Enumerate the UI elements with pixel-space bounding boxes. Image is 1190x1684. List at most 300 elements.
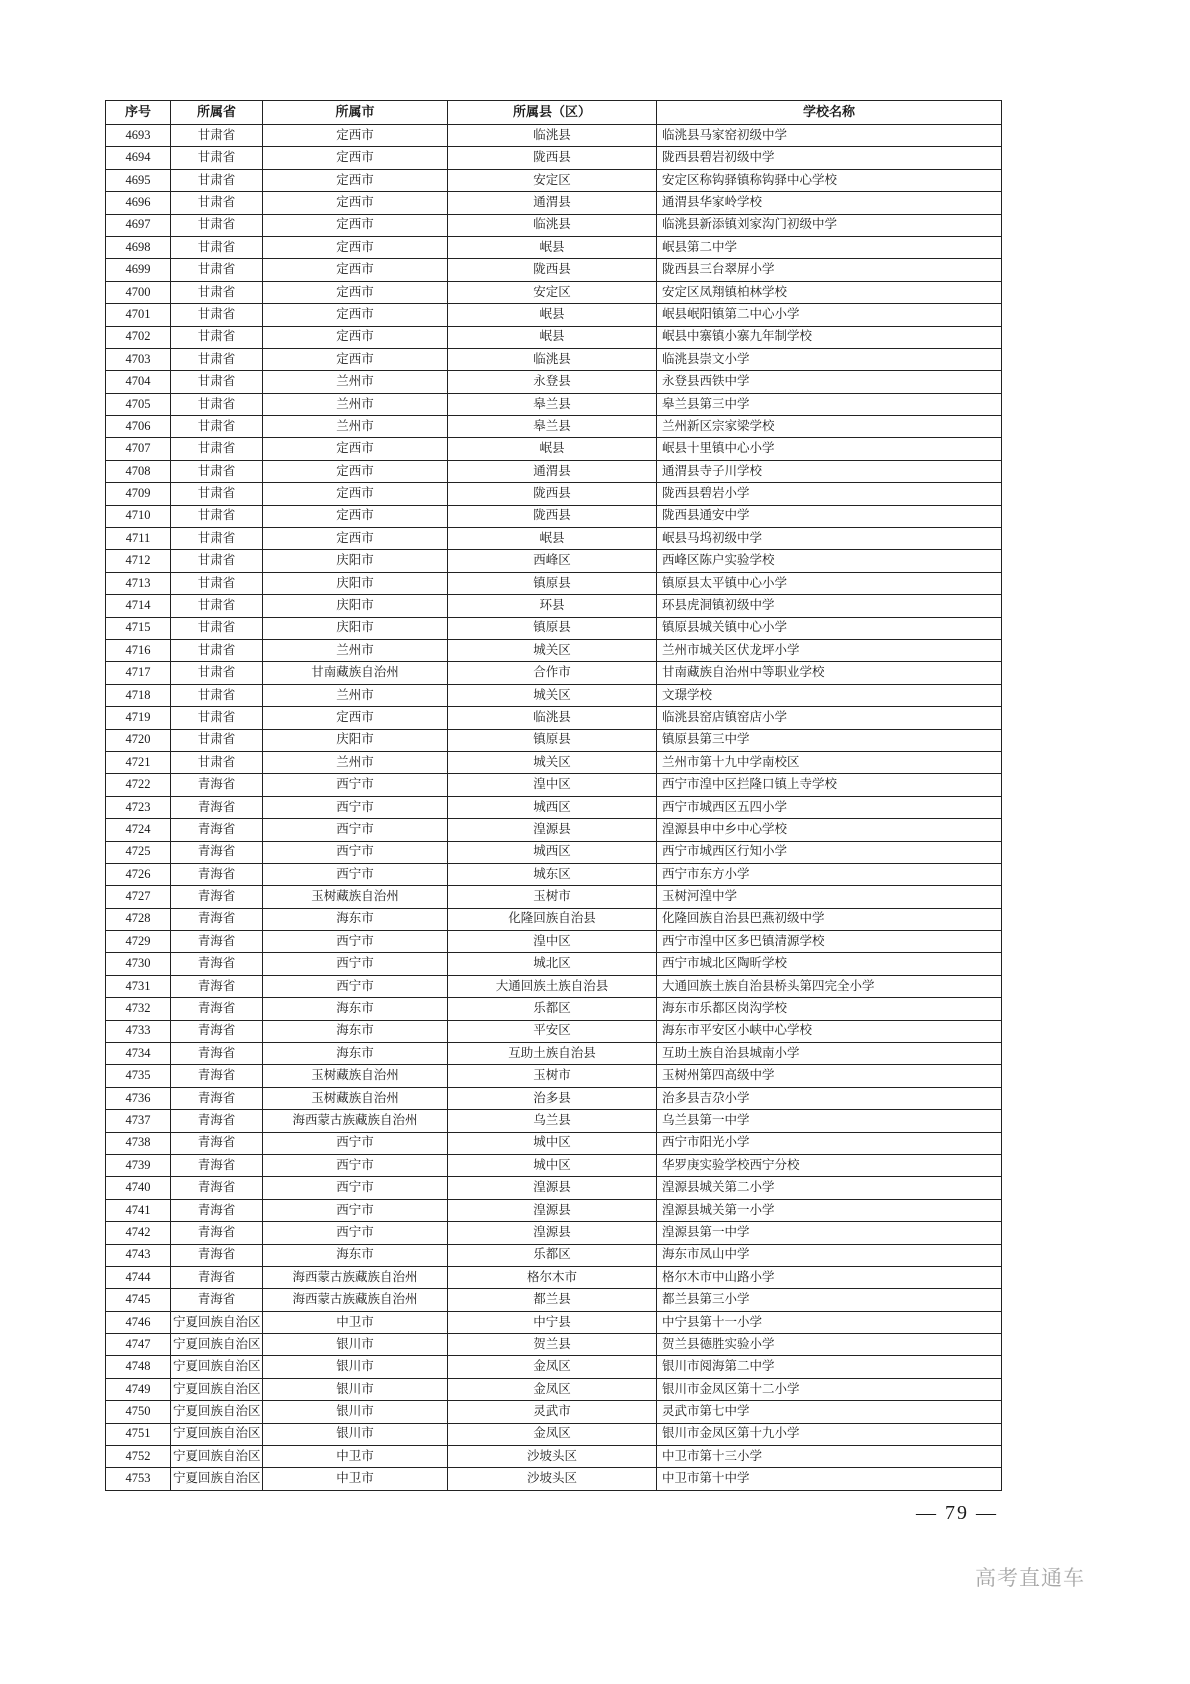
province-cell: 宁夏回族自治区	[171, 1446, 263, 1468]
county-cell: 临洮县	[448, 125, 657, 147]
table-row	[106, 1334, 1002, 1356]
school-name-cell: 文璟学校	[657, 684, 1002, 706]
province-cell: 甘肃省	[171, 662, 263, 684]
city-cell: 西宁市	[263, 796, 448, 818]
city-cell: 庆阳市	[263, 617, 448, 639]
serial-cell: 4709	[106, 483, 171, 505]
school-name-cell: 安定区称钩驿镇称钩驿中心学校	[657, 169, 1002, 191]
city-cell: 西宁市	[263, 841, 448, 863]
serial-cell: 4733	[106, 1020, 171, 1042]
city-cell: 玉树藏族自治州	[263, 1065, 448, 1087]
school-name-cell: 临洮县马家窑初级中学	[657, 125, 1002, 147]
city-cell: 海西蒙古族藏族自治州	[263, 1266, 448, 1288]
serial-cell: 4695	[106, 169, 171, 191]
school-name-cell: 岷县岷阳镇第二中心小学	[657, 304, 1002, 326]
serial-cell: 4698	[106, 236, 171, 258]
serial-cell: 4720	[106, 729, 171, 751]
table-row	[106, 1222, 1002, 1244]
city-cell: 海西蒙古族藏族自治州	[263, 1110, 448, 1132]
school-name-cell: 西宁市城北区陶昕学校	[657, 953, 1002, 975]
table-header-row	[106, 101, 1002, 125]
school-name-cell: 银川市阅海第二中学	[657, 1356, 1002, 1378]
county-cell: 中宁县	[448, 1311, 657, 1333]
county-cell: 合作市	[448, 662, 657, 684]
serial-cell: 4712	[106, 550, 171, 572]
school-name-cell: 镇原县第三中学	[657, 729, 1002, 751]
city-cell: 定西市	[263, 707, 448, 729]
table-row	[106, 751, 1002, 773]
table-row	[106, 460, 1002, 482]
school-name-cell: 治多县吉尕小学	[657, 1087, 1002, 1109]
city-cell: 定西市	[263, 259, 448, 281]
school-name-cell: 陇西县碧岩初级中学	[657, 147, 1002, 169]
province-cell: 青海省	[171, 819, 263, 841]
serial-cell: 4697	[106, 214, 171, 236]
table-row	[106, 975, 1002, 997]
school-name-cell: 陇西县通安中学	[657, 505, 1002, 527]
province-cell: 甘肃省	[171, 393, 263, 415]
table-row	[106, 1289, 1002, 1311]
county-cell: 通渭县	[448, 460, 657, 482]
serial-cell: 4735	[106, 1065, 171, 1087]
province-cell: 甘肃省	[171, 460, 263, 482]
county-cell: 乌兰县	[448, 1110, 657, 1132]
county-cell: 贺兰县	[448, 1334, 657, 1356]
serial-cell: 4738	[106, 1132, 171, 1154]
city-cell: 庆阳市	[263, 550, 448, 572]
header-serial: 序号	[106, 101, 171, 125]
county-cell: 治多县	[448, 1087, 657, 1109]
serial-cell: 4701	[106, 304, 171, 326]
city-cell: 定西市	[263, 348, 448, 370]
school-name-cell: 西宁市湟中区多巴镇清源学校	[657, 931, 1002, 953]
serial-cell: 4699	[106, 259, 171, 281]
serial-cell: 4714	[106, 595, 171, 617]
city-cell: 海东市	[263, 908, 448, 930]
school-name-cell: 湟源县城关第一小学	[657, 1199, 1002, 1221]
table-row	[106, 1087, 1002, 1109]
serial-cell: 4716	[106, 639, 171, 661]
city-cell: 海东市	[263, 1043, 448, 1065]
table-row	[106, 1423, 1002, 1445]
province-cell: 甘肃省	[171, 326, 263, 348]
county-cell: 玉树市	[448, 1065, 657, 1087]
county-cell: 灵武市	[448, 1401, 657, 1423]
school-name-cell: 西宁市湟中区拦隆口镇上寺学校	[657, 774, 1002, 796]
serial-cell: 4748	[106, 1356, 171, 1378]
school-name-cell: 互助土族自治县城南小学	[657, 1043, 1002, 1065]
province-cell: 宁夏回族自治区	[171, 1423, 263, 1445]
school-name-cell: 化隆回族自治县巴燕初级中学	[657, 908, 1002, 930]
city-cell: 西宁市	[263, 1222, 448, 1244]
table-row	[106, 931, 1002, 953]
county-cell: 格尔木市	[448, 1266, 657, 1288]
table-row	[106, 438, 1002, 460]
province-cell: 甘肃省	[171, 236, 263, 258]
school-name-cell: 临洮县窑店镇窑店小学	[657, 707, 1002, 729]
serial-cell: 4721	[106, 751, 171, 773]
county-cell: 岷县	[448, 304, 657, 326]
school-name-cell: 岷县中寨镇小寨九年制学校	[657, 326, 1002, 348]
school-name-cell: 乌兰县第一中学	[657, 1110, 1002, 1132]
city-cell: 兰州市	[263, 416, 448, 438]
county-cell: 陇西县	[448, 505, 657, 527]
table-row	[106, 393, 1002, 415]
county-cell: 安定区	[448, 169, 657, 191]
table-row	[106, 1043, 1002, 1065]
serial-cell: 4696	[106, 192, 171, 214]
table-row	[106, 348, 1002, 370]
county-cell: 陇西县	[448, 259, 657, 281]
table-row	[106, 572, 1002, 594]
school-name-cell: 都兰县第三小学	[657, 1289, 1002, 1311]
city-cell: 定西市	[263, 483, 448, 505]
province-cell: 青海省	[171, 796, 263, 818]
serial-cell: 4704	[106, 371, 171, 393]
school-name-cell: 西峰区陈户实验学校	[657, 550, 1002, 572]
county-cell: 环县	[448, 595, 657, 617]
province-cell: 甘肃省	[171, 147, 263, 169]
school-name-cell: 海东市乐都区岗沟学校	[657, 998, 1002, 1020]
city-cell: 银川市	[263, 1378, 448, 1400]
header-province: 所属省	[171, 101, 263, 125]
table-row	[106, 908, 1002, 930]
city-cell: 定西市	[263, 125, 448, 147]
province-cell: 甘肃省	[171, 416, 263, 438]
province-cell: 甘肃省	[171, 371, 263, 393]
province-cell: 甘肃省	[171, 505, 263, 527]
county-cell: 临洮县	[448, 707, 657, 729]
province-cell: 宁夏回族自治区	[171, 1311, 263, 1333]
table-row	[106, 953, 1002, 975]
table-row	[106, 304, 1002, 326]
province-cell: 甘肃省	[171, 572, 263, 594]
serial-cell: 4739	[106, 1154, 171, 1176]
table-row	[106, 1446, 1002, 1468]
city-cell: 定西市	[263, 147, 448, 169]
province-cell: 青海省	[171, 1154, 263, 1176]
serial-cell: 4717	[106, 662, 171, 684]
school-name-cell: 湟源县城关第二小学	[657, 1177, 1002, 1199]
serial-cell: 4707	[106, 438, 171, 460]
county-cell: 互助土族自治县	[448, 1043, 657, 1065]
province-cell: 青海省	[171, 886, 263, 908]
province-cell: 青海省	[171, 975, 263, 997]
province-cell: 青海省	[171, 1289, 263, 1311]
city-cell: 兰州市	[263, 684, 448, 706]
serial-cell: 4751	[106, 1423, 171, 1445]
county-cell: 临洮县	[448, 348, 657, 370]
county-cell: 沙坡头区	[448, 1446, 657, 1468]
province-cell: 青海省	[171, 774, 263, 796]
city-cell: 定西市	[263, 460, 448, 482]
county-cell: 城中区	[448, 1154, 657, 1176]
school-name-cell: 西宁市东方小学	[657, 863, 1002, 885]
school-name-cell: 银川市金凤区第十二小学	[657, 1378, 1002, 1400]
province-cell: 甘肃省	[171, 707, 263, 729]
serial-cell: 4740	[106, 1177, 171, 1199]
city-cell: 定西市	[263, 214, 448, 236]
province-cell: 甘肃省	[171, 595, 263, 617]
table-row	[106, 214, 1002, 236]
province-cell: 宁夏回族自治区	[171, 1378, 263, 1400]
city-cell: 西宁市	[263, 1132, 448, 1154]
city-cell: 兰州市	[263, 639, 448, 661]
county-cell: 镇原县	[448, 729, 657, 751]
serial-cell: 4708	[106, 460, 171, 482]
serial-cell: 4752	[106, 1446, 171, 1468]
city-cell: 玉树藏族自治州	[263, 886, 448, 908]
serial-cell: 4703	[106, 348, 171, 370]
city-cell: 海东市	[263, 1020, 448, 1042]
province-cell: 甘肃省	[171, 348, 263, 370]
school-name-cell: 岷县十里镇中心小学	[657, 438, 1002, 460]
serial-cell: 4745	[106, 1289, 171, 1311]
province-cell: 青海省	[171, 841, 263, 863]
table-row	[106, 236, 1002, 258]
serial-cell: 4744	[106, 1266, 171, 1288]
table-row	[106, 483, 1002, 505]
serial-cell: 4725	[106, 841, 171, 863]
table-row	[106, 1244, 1002, 1266]
serial-cell: 4711	[106, 528, 171, 550]
province-cell: 甘肃省	[171, 483, 263, 505]
province-cell: 甘肃省	[171, 528, 263, 550]
serial-cell: 4736	[106, 1087, 171, 1109]
county-cell: 永登县	[448, 371, 657, 393]
table-row	[106, 416, 1002, 438]
serial-cell: 4715	[106, 617, 171, 639]
school-name-cell: 镇原县城关镇中心小学	[657, 617, 1002, 639]
city-cell: 西宁市	[263, 931, 448, 953]
table-row	[106, 1401, 1002, 1423]
school-list-table	[105, 100, 1002, 1491]
province-cell: 甘肃省	[171, 438, 263, 460]
serial-cell: 4727	[106, 886, 171, 908]
county-cell: 城关区	[448, 684, 657, 706]
city-cell: 西宁市	[263, 774, 448, 796]
serial-cell: 4730	[106, 953, 171, 975]
province-cell: 青海省	[171, 1065, 263, 1087]
province-cell: 甘肃省	[171, 259, 263, 281]
province-cell: 甘肃省	[171, 192, 263, 214]
school-table-body	[106, 125, 1002, 1491]
county-cell: 金凤区	[448, 1423, 657, 1445]
school-name-cell: 通渭县寺子川学校	[657, 460, 1002, 482]
table-row	[106, 1177, 1002, 1199]
county-cell: 大通回族土族自治县	[448, 975, 657, 997]
county-cell: 城东区	[448, 863, 657, 885]
table-row	[106, 169, 1002, 191]
city-cell: 定西市	[263, 236, 448, 258]
serial-cell: 4694	[106, 147, 171, 169]
serial-cell: 4746	[106, 1311, 171, 1333]
watermark-text: 高考直通车	[975, 1567, 1085, 1590]
county-cell: 湟源县	[448, 1199, 657, 1221]
city-cell: 海东市	[263, 998, 448, 1020]
county-cell: 陇西县	[448, 147, 657, 169]
province-cell: 青海省	[171, 1199, 263, 1221]
school-name-cell: 贺兰县德胜实验小学	[657, 1334, 1002, 1356]
county-cell: 湟源县	[448, 1222, 657, 1244]
county-cell: 临洮县	[448, 214, 657, 236]
county-cell: 安定区	[448, 281, 657, 303]
school-name-cell: 中卫市第十中学	[657, 1468, 1002, 1490]
province-cell: 青海省	[171, 1087, 263, 1109]
county-cell: 西峰区	[448, 550, 657, 572]
school-name-cell: 银川市金凤区第十九小学	[657, 1423, 1002, 1445]
county-cell: 岷县	[448, 528, 657, 550]
serial-cell: 4718	[106, 684, 171, 706]
serial-cell: 4700	[106, 281, 171, 303]
serial-cell: 4719	[106, 707, 171, 729]
province-cell: 宁夏回族自治区	[171, 1334, 263, 1356]
school-name-cell: 中宁县第十一小学	[657, 1311, 1002, 1333]
city-cell: 兰州市	[263, 393, 448, 415]
county-cell: 沙坡头区	[448, 1468, 657, 1490]
city-cell: 银川市	[263, 1356, 448, 1378]
serial-cell: 4693	[106, 125, 171, 147]
school-name-cell: 海东市凤山中学	[657, 1244, 1002, 1266]
serial-cell: 4734	[106, 1043, 171, 1065]
city-cell: 西宁市	[263, 1199, 448, 1221]
table-row	[106, 326, 1002, 348]
county-cell: 皋兰县	[448, 393, 657, 415]
table-row	[106, 1311, 1002, 1333]
school-name-cell: 陇西县碧岩小学	[657, 483, 1002, 505]
serial-cell: 4706	[106, 416, 171, 438]
county-cell: 金凤区	[448, 1356, 657, 1378]
province-cell: 青海省	[171, 908, 263, 930]
table-row	[106, 707, 1002, 729]
school-name-cell: 玉树州第四高级中学	[657, 1065, 1002, 1087]
province-cell: 甘肃省	[171, 304, 263, 326]
city-cell: 甘南藏族自治州	[263, 662, 448, 684]
city-cell: 庆阳市	[263, 572, 448, 594]
county-cell: 陇西县	[448, 483, 657, 505]
table-row	[106, 662, 1002, 684]
province-cell: 青海省	[171, 1020, 263, 1042]
serial-cell: 4728	[106, 908, 171, 930]
province-cell: 青海省	[171, 1132, 263, 1154]
city-cell: 庆阳市	[263, 595, 448, 617]
province-cell: 青海省	[171, 1244, 263, 1266]
serial-cell: 4726	[106, 863, 171, 885]
county-cell: 岷县	[448, 326, 657, 348]
table-row	[106, 796, 1002, 818]
city-cell: 银川市	[263, 1334, 448, 1356]
serial-cell: 4753	[106, 1468, 171, 1490]
school-name-cell: 湟源县第一中学	[657, 1222, 1002, 1244]
city-cell: 海东市	[263, 1244, 448, 1266]
city-cell: 兰州市	[263, 751, 448, 773]
city-cell: 银川市	[263, 1401, 448, 1423]
table-row	[106, 125, 1002, 147]
city-cell: 中卫市	[263, 1311, 448, 1333]
province-cell: 甘肃省	[171, 281, 263, 303]
city-cell: 中卫市	[263, 1468, 448, 1490]
school-name-cell: 灵武市第七中学	[657, 1401, 1002, 1423]
county-cell: 湟源县	[448, 1177, 657, 1199]
county-cell: 平安区	[448, 1020, 657, 1042]
serial-cell: 4723	[106, 796, 171, 818]
table-row	[106, 1065, 1002, 1087]
serial-cell: 4743	[106, 1244, 171, 1266]
county-cell: 玉树市	[448, 886, 657, 908]
page-number: — 79 —	[916, 1502, 998, 1524]
school-name-cell: 格尔木市中山路小学	[657, 1266, 1002, 1288]
county-cell: 湟源县	[448, 819, 657, 841]
table-row	[106, 192, 1002, 214]
table-row	[106, 1378, 1002, 1400]
school-name-cell: 通渭县华家岭学校	[657, 192, 1002, 214]
province-cell: 甘肃省	[171, 169, 263, 191]
province-cell: 甘肃省	[171, 125, 263, 147]
school-name-cell: 兰州新区宗家梁学校	[657, 416, 1002, 438]
table-row	[106, 281, 1002, 303]
county-cell: 城中区	[448, 1132, 657, 1154]
table-row	[106, 1154, 1002, 1176]
table-row	[106, 863, 1002, 885]
school-name-cell: 岷县马坞初级中学	[657, 528, 1002, 550]
table-row	[106, 886, 1002, 908]
school-name-cell: 中卫市第十三小学	[657, 1446, 1002, 1468]
table-row	[106, 1356, 1002, 1378]
table-row	[106, 639, 1002, 661]
province-cell: 青海省	[171, 953, 263, 975]
county-cell: 城西区	[448, 841, 657, 863]
serial-cell: 4749	[106, 1378, 171, 1400]
table-row	[106, 1020, 1002, 1042]
city-cell: 定西市	[263, 304, 448, 326]
serial-cell: 4710	[106, 505, 171, 527]
school-name-cell: 大通回族土族自治县桥头第四完全小学	[657, 975, 1002, 997]
table-row	[106, 998, 1002, 1020]
city-cell: 银川市	[263, 1423, 448, 1445]
school-name-cell: 安定区凤翔镇柏林学校	[657, 281, 1002, 303]
city-cell: 定西市	[263, 192, 448, 214]
table-row	[106, 684, 1002, 706]
serial-cell: 4742	[106, 1222, 171, 1244]
serial-cell: 4737	[106, 1110, 171, 1132]
county-cell: 城北区	[448, 953, 657, 975]
county-cell: 镇原县	[448, 617, 657, 639]
table-row	[106, 550, 1002, 572]
city-cell: 定西市	[263, 326, 448, 348]
school-name-cell: 岷县第二中学	[657, 236, 1002, 258]
province-cell: 青海省	[171, 1222, 263, 1244]
table-row	[106, 595, 1002, 617]
table-row	[106, 1266, 1002, 1288]
table-row	[106, 729, 1002, 751]
table-row	[106, 819, 1002, 841]
serial-cell: 4731	[106, 975, 171, 997]
county-cell: 乐都区	[448, 998, 657, 1020]
table-row	[106, 1199, 1002, 1221]
school-name-cell: 海东市平安区小峡中心学校	[657, 1020, 1002, 1042]
table-row	[106, 1468, 1002, 1490]
county-cell: 城关区	[448, 639, 657, 661]
county-cell: 金凤区	[448, 1378, 657, 1400]
province-cell: 青海省	[171, 998, 263, 1020]
county-cell: 岷县	[448, 438, 657, 460]
county-cell: 城关区	[448, 751, 657, 773]
school-name-cell: 镇原县太平镇中心小学	[657, 572, 1002, 594]
serial-cell: 4702	[106, 326, 171, 348]
school-name-cell: 皋兰县第三中学	[657, 393, 1002, 415]
province-cell: 甘肃省	[171, 729, 263, 751]
city-cell: 中卫市	[263, 1446, 448, 1468]
